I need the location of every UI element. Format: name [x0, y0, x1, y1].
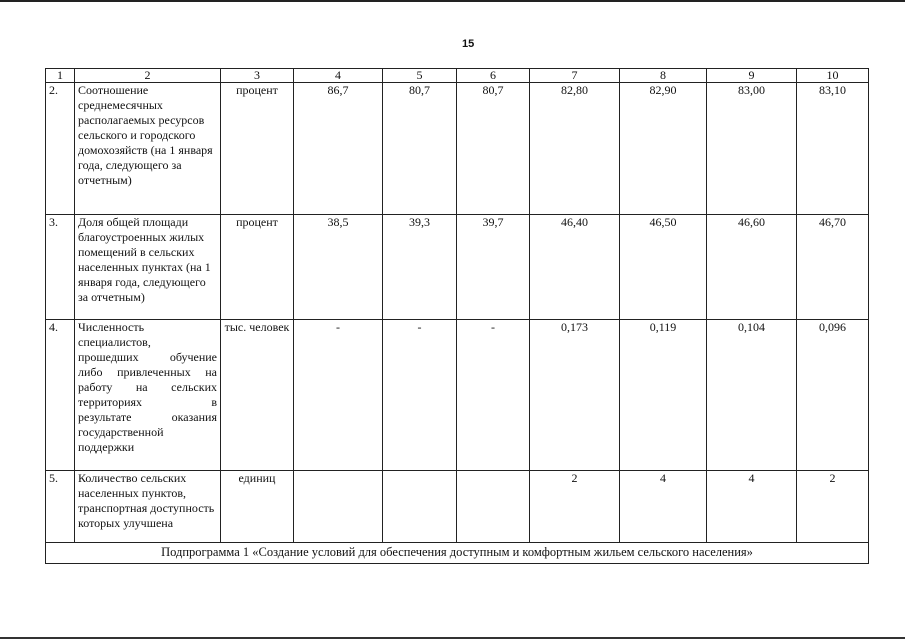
unit-cell: процент	[221, 83, 294, 215]
subprogram-title: Подпрограмма 1 «Создание условий для обеспечения доступным и комфортным жильем сельского населения»	[46, 543, 869, 564]
value-cell: 2	[797, 471, 869, 543]
value-cell: 38,5	[294, 215, 383, 320]
indicator-name: Количество сельских населенных пунктов, транспортная доступность которых улучшена	[75, 471, 221, 543]
indicator-name-line: поддержки	[78, 440, 135, 454]
row-number: 2.	[46, 83, 75, 215]
indicator-name: Соотношение среднемесячных располагаемых ресурсов сельского и городского домохозяйств (на 1 января года, следующего за отчетным)	[75, 83, 221, 215]
indicator-name-line: результате оказания	[78, 410, 217, 424]
unit-cell: тыс. человек	[221, 320, 294, 471]
unit-cell: единиц	[221, 471, 294, 543]
indicator-name-line: работу на сельских	[78, 380, 217, 394]
value-cell: 0,173	[530, 320, 620, 471]
value-cell: 4	[707, 471, 797, 543]
header-cell: 3	[221, 69, 294, 83]
value-cell: 82,90	[620, 83, 707, 215]
indicator-name: Доля общей площади благоустроенных жилых помещений в сельских населенных пунктах (на 1 января года, следующего за отчетным)	[75, 215, 221, 320]
row-number: 5.	[46, 471, 75, 543]
header-cell: 1	[46, 69, 75, 83]
indicator-name-line: либо привлеченных на	[78, 365, 217, 379]
value-cell: 82,80	[530, 83, 620, 215]
table-row	[46, 471, 869, 543]
indicator-name-line: прошедших обучение	[78, 350, 217, 364]
value-cell: 39,3	[383, 215, 457, 320]
indicator-name-line: Численность	[78, 320, 145, 334]
value-cell: 0,104	[707, 320, 797, 471]
value-cell: 83,00	[707, 83, 797, 215]
value-cell: 83,10	[797, 83, 869, 215]
value-cell: 2	[530, 471, 620, 543]
value-cell	[383, 471, 457, 543]
top-rule	[0, 0, 905, 2]
indicator-name-line: территориях в	[78, 395, 217, 409]
header-cell: 6	[457, 69, 530, 83]
indicator-name-line: государственной	[78, 425, 164, 439]
value-cell: 46,70	[797, 215, 869, 320]
header-cell: 9	[707, 69, 797, 83]
column-number-row	[46, 69, 869, 83]
indicator-name-line: специалистов,	[78, 335, 151, 349]
value-cell: 86,7	[294, 83, 383, 215]
value-cell: -	[294, 320, 383, 471]
value-cell: -	[457, 320, 530, 471]
value-cell: 46,40	[530, 215, 620, 320]
header-cell: 8	[620, 69, 707, 83]
table-row	[46, 215, 869, 320]
header-cell: 2	[75, 69, 221, 83]
table-row	[46, 320, 869, 471]
value-cell: 0,096	[797, 320, 869, 471]
bottom-rule	[0, 637, 905, 639]
table-row	[46, 83, 869, 215]
value-cell	[294, 471, 383, 543]
row-number: 4.	[46, 320, 75, 471]
value-cell: 80,7	[457, 83, 530, 215]
indicator-name	[75, 320, 221, 471]
value-cell: -	[383, 320, 457, 471]
value-cell: 0,119	[620, 320, 707, 471]
subprogram-row	[46, 543, 869, 564]
value-cell: 46,50	[620, 215, 707, 320]
unit-cell: процент	[221, 215, 294, 320]
value-cell: 4	[620, 471, 707, 543]
header-cell: 10	[797, 69, 869, 83]
indicators-table	[45, 68, 869, 564]
header-cell: 5	[383, 69, 457, 83]
value-cell: 80,7	[383, 83, 457, 215]
page-number: 15	[462, 38, 475, 50]
value-cell: 39,7	[457, 215, 530, 320]
header-cell: 4	[294, 69, 383, 83]
value-cell	[457, 471, 530, 543]
row-number: 3.	[46, 215, 75, 320]
header-cell: 7	[530, 69, 620, 83]
value-cell: 46,60	[707, 215, 797, 320]
